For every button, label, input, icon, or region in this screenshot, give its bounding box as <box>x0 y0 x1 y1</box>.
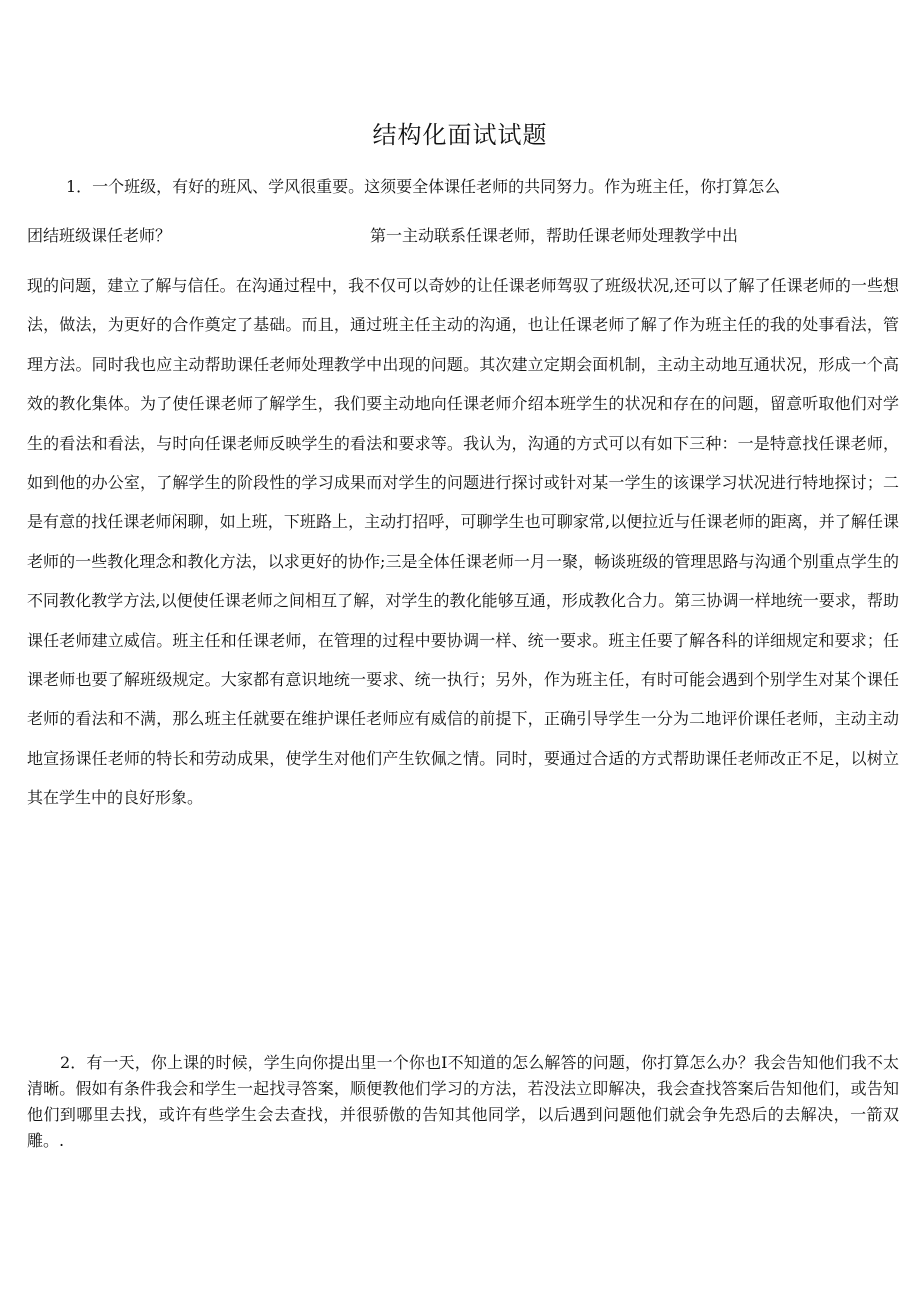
answer-1-start: 第一主动联系任课老师，帮助任课老师处理教学中出 <box>370 226 739 245</box>
answer-1-body: 现的问题，建立了解与信任。在沟通过程中，我不仅可以奇妙的让任课老师驾驭了班级状况,还可以了解了任课老师的一些想法，做法，为更好的合作奠定了基础。而且，通过班主任主动的沟通，也让任课老师了解了作为班主任的我的处事看法，管理方法。同时我也应主动帮助课任老师处理教学中出现的问题。其次建立定期会面机制，主动主动地互通状况，形成一个高效的教化集体。为了使任课老师了解学生，我们要主动地向任课老师介绍本班学生的状况和存在的问题，留意听取他们对学生的看法和看法，与时向任课老师反映学生的看法和要求等。我认为，沟通的方式可以有如下三种：一是特意找任课老师，如到他的办公室，了解学生的阶段性的学习成果而对学生的问题进行探讨或针对某一学生的该课学习状况进行特地探讨；二是有意的找任课老师闲聊，如上班，下班路上，主动打招呼，可聊学生也可聊家常,以便拉近与任课老师的距离，并了解任课老师的一些教化理念和教化方法，以求更好的协作;三是全体任课老师一月一聚，畅谈班级的管理思路与沟通个别重点学生的不同教化教学方法,以便使任课老师之间相互了解，对学生的教化能够互通，形成教化合力。第三协调一样地统一要求，帮助课任老师建立威信。班主任和任课老师，在管理的过程中要协调一样、统一要求。班主任要了解各科的详细规定和要求；任课老师也要了解班级规定。大家都有意识地统一要求、统一执行；另外，作为班主任，有时可能会遇到个别学生对某个课任老师的看法和不满，那么班主任就要在维护课任老师应有威信的前提下，正确引导学生一分为二地评价课任老师，主动主动地宣扬课任老师的特长和劳动成果，使学生对他们产生钦佩之情。同时，要通过合适的方式帮助课任老师改正不足，以树立其在学生中的良好形象。 <box>27 276 899 808</box>
page-title: 结构化面试试题 <box>372 121 548 149</box>
question-2-paragraph: 2．有一天，你上课的时候，学生向你提出里一个你也I不知道的怎么解答的问题，你打算怎么办？我会告知他们我不太清晰。假如有条件我会和学生一起找寻答案，顺便教他们学习的方法，若没法立即解决，我会查找答案后告知他们，或告知他们到哪里去找，或许有些学生会去查找，并很骄傲的告知其他同学，以后遇到问题他们就会争先恐后的去解决，一箭双雕。. <box>27 1053 899 1150</box>
question-1-line-2: 团结班级课任老师？ <box>27 226 172 245</box>
question-1-line-1: 1．一个班级，有好的班风、学风很重要。这须要全体课任老师的共同努力。作为班主任，你打算怎么 <box>66 177 781 196</box>
